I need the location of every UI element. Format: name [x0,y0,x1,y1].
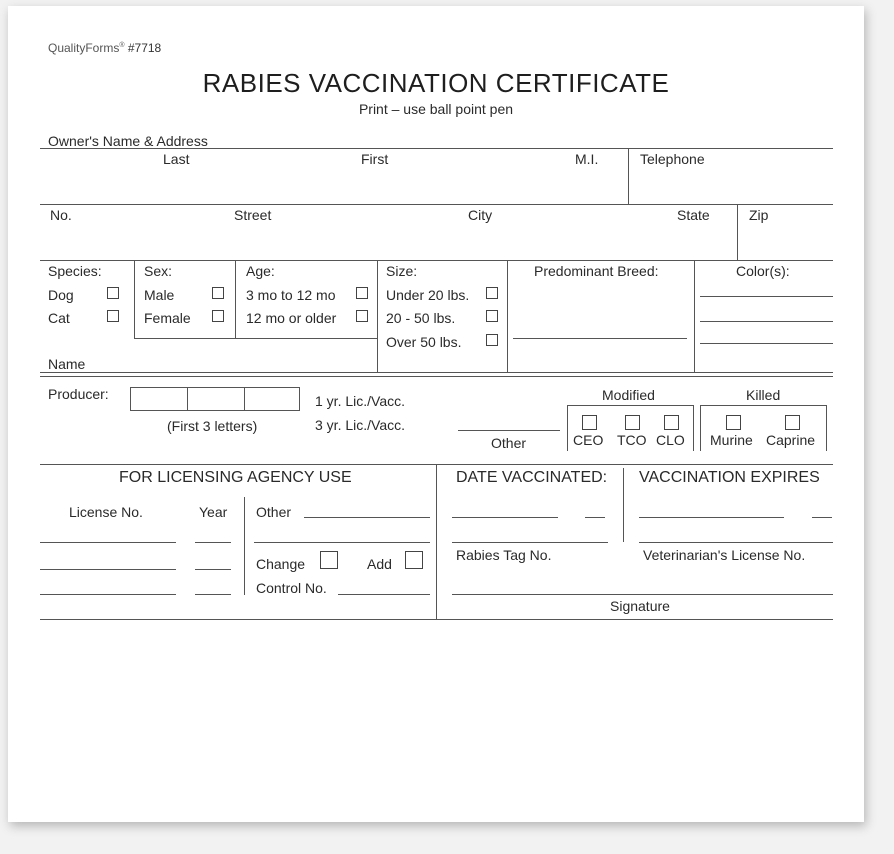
add-label: Add [367,556,392,572]
date-vaccinated-input-line[interactable] [452,517,558,518]
owner-zip-label: Zip [749,207,769,223]
rabies-tag-label: Rabies Tag No. [456,547,552,563]
owner-mi-label: M.I. [575,151,599,167]
licensing-other-label: Other [256,504,292,520]
breed-input-line[interactable] [513,338,687,339]
modified-clo-label: CLO [656,432,685,448]
license-no-label: License No. [69,504,143,520]
divider [628,148,629,204]
species-label: Species: [48,263,102,279]
sex-female-label: Female [144,310,191,326]
brand [48,38,161,56]
species-dog-label: Dog [48,287,74,303]
date-vaccinated-input-line[interactable] [585,517,605,518]
license-term-3yr: 3 yr. Lic./Vacc. [315,417,405,433]
producer-letter-boxes[interactable] [130,387,300,411]
vaccination-expires-heading: VACCINATION EXPIRES [639,469,820,486]
divider [40,260,833,261]
divider [452,542,608,543]
breed-label: Predominant Breed: [534,263,659,279]
killed-caprine-label: Caprine [766,432,816,448]
size-large-checkbox[interactable] [486,334,498,346]
licensing-other-input-line[interactable] [254,542,430,543]
color-input-line[interactable] [700,296,833,297]
divider [377,260,378,372]
certificate-form [8,6,864,822]
sex-male-label: Male [144,287,175,303]
age-young-checkbox[interactable] [356,287,368,299]
colors-label: Color(s): [736,263,790,279]
producer-label: Producer: [48,386,109,402]
divider [737,204,738,260]
killed-murine-checkbox[interactable] [726,415,741,430]
owner-street-label: Street [234,207,272,223]
color-input-line[interactable] [700,343,833,344]
divider [623,468,624,542]
brand-name: QualityForms [48,41,120,55]
pet-name-label: Name [48,356,86,372]
expiry-date-input-line[interactable] [812,517,832,518]
modified-tco-label: TCO [617,432,647,448]
owner-state-label: State [677,207,710,223]
date-vaccinated-heading: DATE VACCINATED: [456,469,608,486]
expiry-date-input-line[interactable] [639,517,784,518]
signature-input-line[interactable] [452,594,833,595]
other-vaccine-label: Other [491,435,527,451]
size-small-checkbox[interactable] [486,287,498,299]
add-checkbox[interactable] [405,551,423,569]
divider [235,260,236,338]
killed-caprine-checkbox[interactable] [785,415,800,430]
modified-clo-checkbox[interactable] [664,415,679,430]
owner-heading: Owner's Name & Address [48,133,208,149]
divider [507,260,508,372]
age-older-checkbox[interactable] [356,310,368,322]
other-vaccine-input-line[interactable] [458,430,560,431]
form-number: #7718 [127,41,162,55]
divider [244,497,245,595]
divider [40,376,833,377]
divider [244,388,245,410]
owner-first-label: First [361,151,389,167]
species-dog-checkbox[interactable] [107,287,119,299]
control-no-label: Control No. [256,580,327,596]
divider [40,372,833,373]
owner-city-label: City [468,207,493,223]
registered-mark: ® [119,42,125,49]
killed-murine-label: Murine [710,432,753,448]
size-medium-checkbox[interactable] [486,310,498,322]
form-title: RABIES VACCINATION CERTIFICATE [202,68,670,98]
size-medium-label: 20 - 50 lbs. [386,310,456,326]
age-label: Age: [246,263,275,279]
signature-label: Signature [610,598,670,614]
age-older-label: 12 mo or older [246,310,337,326]
year-input-line[interactable] [195,542,231,543]
year-input-line[interactable] [195,569,231,570]
modified-ceo-label: CEO [573,432,604,448]
species-cat-checkbox[interactable] [107,310,119,322]
divider [134,260,135,338]
license-no-input-line[interactable] [40,569,176,570]
divider [40,148,833,149]
divider [639,542,833,543]
modified-label: Modified [602,387,655,403]
sex-male-checkbox[interactable] [212,287,224,299]
sex-female-checkbox[interactable] [212,310,224,322]
size-small-label: Under 20 lbs. [386,287,470,303]
producer-hint: (First 3 letters) [167,418,258,434]
change-checkbox[interactable] [320,551,338,569]
age-young-label: 3 mo to 12 mo [246,287,336,303]
modified-ceo-checkbox[interactable] [582,415,597,430]
divider [40,619,833,620]
owner-last-label: Last [163,151,190,167]
year-input-line[interactable] [195,594,231,595]
modified-tco-checkbox[interactable] [625,415,640,430]
owner-no-label: No. [50,207,72,223]
sex-label: Sex: [144,263,173,279]
form-subtitle: Print – use ball point pen [358,101,514,117]
change-label: Change [256,556,306,572]
killed-label: Killed [746,387,781,403]
control-no-input-line[interactable] [338,594,430,595]
divider [436,464,437,619]
license-no-input-line[interactable] [40,594,176,595]
owner-telephone-label: Telephone [640,151,705,167]
color-input-line[interactable] [700,321,833,322]
license-term-1yr: 1 yr. Lic./Vacc. [315,393,405,409]
divider [40,204,833,205]
licensing-heading: FOR LICENSING AGENCY USE [119,469,352,486]
year-label: Year [199,504,228,520]
size-large-label: Over 50 lbs. [386,334,462,350]
license-no-input-line[interactable] [40,542,176,543]
licensing-other-input-line[interactable] [304,517,430,518]
divider [134,338,378,339]
divider [187,388,188,410]
divider [694,260,695,372]
vet-license-label: Veterinarian's License No. [643,547,806,563]
species-cat-label: Cat [48,310,70,326]
size-label: Size: [386,263,418,279]
